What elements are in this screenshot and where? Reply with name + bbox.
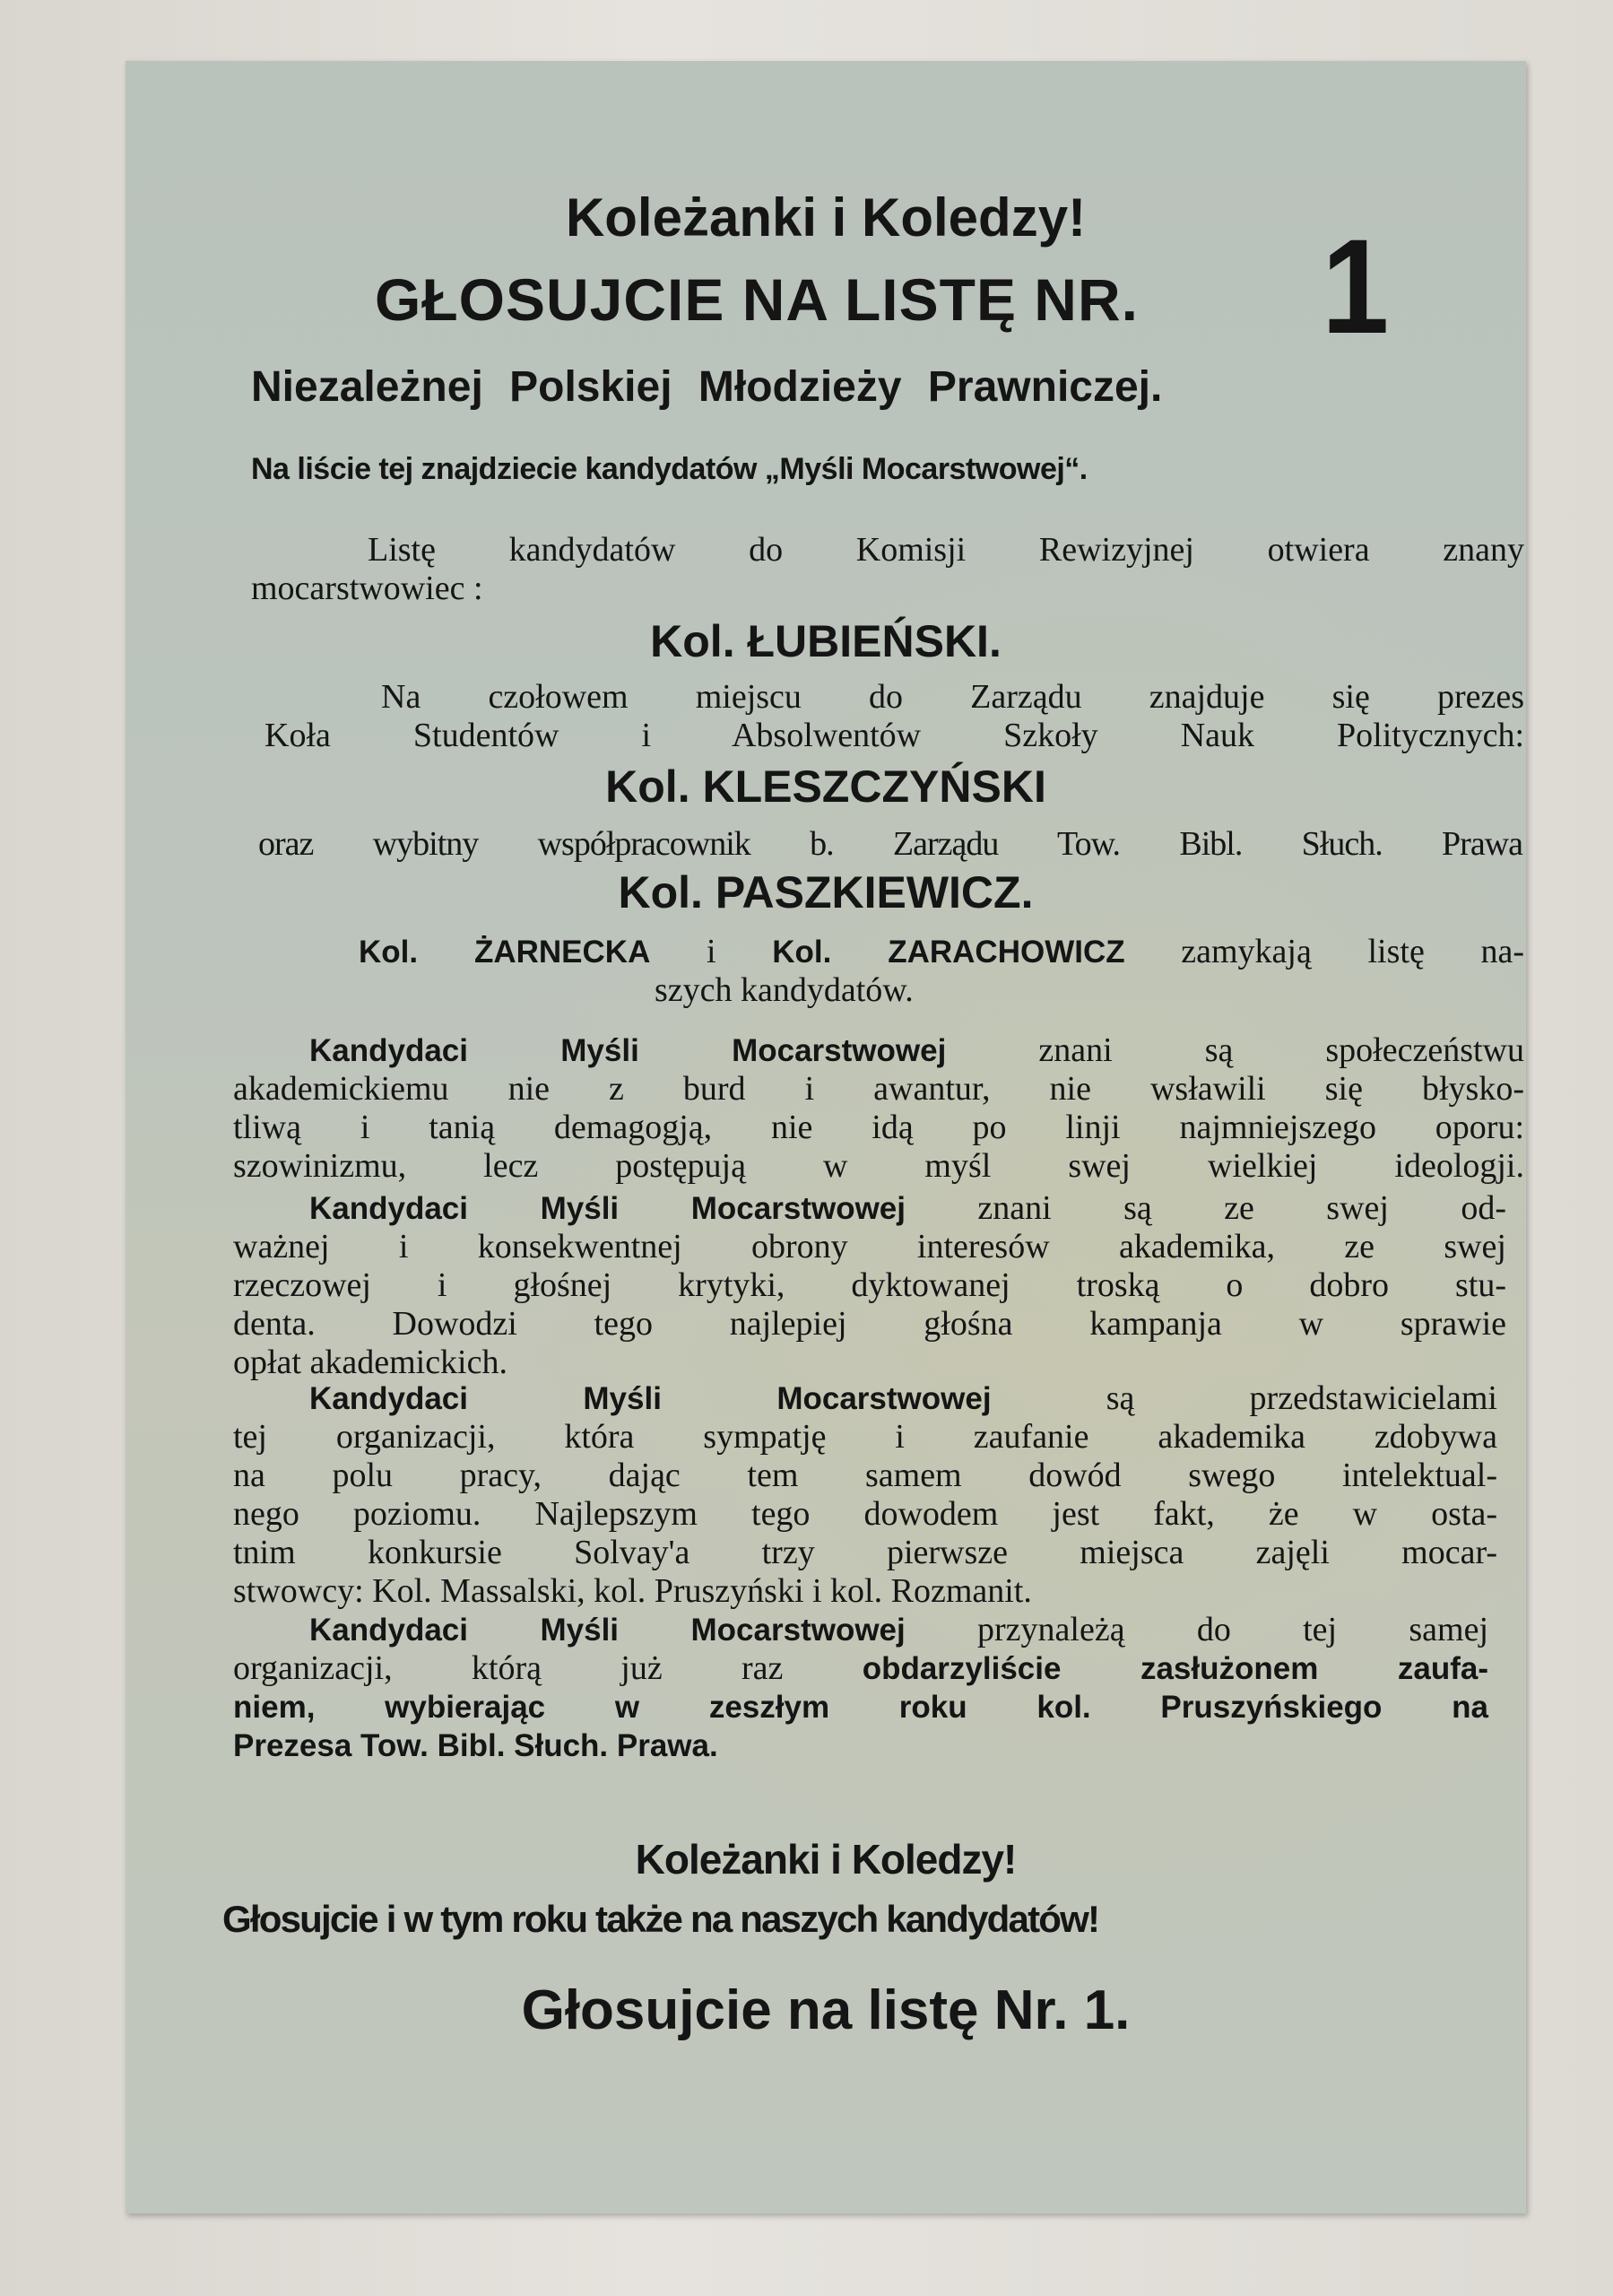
- candidate-paszkiewicz: Kol. PASZKIEWICZ.: [618, 867, 1034, 918]
- paragraph-4-line-4: [233, 1726, 1488, 1765]
- paragraph-3: [233, 1379, 1497, 1611]
- list-number: 1: [1322, 211, 1390, 361]
- closing-candidates-paragraph: [359, 933, 1524, 1010]
- paragraph-3-line-2: tej organizacji, która sympatję i zaufanie akademika zdobywa: [233, 1418, 1497, 1456]
- closing-candidates-line-1: [359, 933, 1524, 971]
- paragraph-3-line-6: stwowcy: Kol. Massalski, kol. Pruszyński i kol. Rozmanit.: [233, 1572, 1032, 1610]
- paragraph-2: [233, 1189, 1506, 1382]
- board-line-2: Koła Studentów i Absolwentów Szkoły Nauk Politycznych:: [264, 717, 1524, 754]
- paragraph-3-line-1: [233, 1379, 1497, 1418]
- paragraph-1-lead: Kandydaci Myśli Mocarstwowej: [309, 1033, 947, 1068]
- paragraph-4-line-2-bold: obdarzyliście zasłużonem zaufa-: [862, 1651, 1488, 1686]
- paragraph-1-line-1-text: znani są społeczeństwu: [1038, 1031, 1524, 1069]
- paragraph-2-line-4: denta. Dowodzi tego najlepiej głośna kampanja w sprawie: [233, 1305, 1506, 1343]
- paragraph-1-line-1: [233, 1031, 1524, 1070]
- paragraph-4-line-1: [233, 1611, 1488, 1649]
- collaborator-line: oraz wybitny współpracownik b. Zarządu Tow. Bibl. Słuch. Prawa: [258, 825, 1522, 863]
- paragraph-4-line-1-text: przynależą do tej samej: [977, 1611, 1488, 1648]
- paragraph-2-line-1-text: znani są ze swej od-: [977, 1189, 1506, 1227]
- header-greeting: Koleżanki i Koledzy!: [565, 187, 1087, 248]
- paragraph-4-line-4-bold: Prezesa Tow. Bibl. Słuch. Prawa.: [233, 1728, 718, 1763]
- footer-greeting: Koleżanki i Koledzy!: [635, 1836, 1017, 1883]
- paragraph-4: [233, 1611, 1488, 1765]
- leaflet-sheet: [126, 61, 1526, 2213]
- paragraph-3-line-3: na polu pracy, dając tem samem dowód swego intelektual-: [233, 1457, 1497, 1494]
- footer-closing: Głosujcie na listę Nr. 1.: [521, 1979, 1131, 2041]
- candidates-note: Na liście tej znajdziecie kandydatów „Myśli Mocarstwowej“.: [251, 452, 1088, 486]
- paragraph-3-line-4: nego poziomu. Najlepszym tego dowodem jest fakt, że w osta-: [233, 1495, 1497, 1533]
- conjunction: i: [707, 933, 716, 970]
- paragraph-4-lead: Kandydaci Myśli Mocarstwowej: [309, 1613, 906, 1648]
- organization-name: Niezależnej Polskiej Młodzieży Prawniczej.: [251, 363, 1163, 411]
- candidate-lubienski: Kol. ŁUBIEŃSKI.: [650, 616, 1002, 666]
- paragraph-3-lead: Kandydaci Myśli Mocarstwowej: [309, 1381, 992, 1416]
- paragraph-4-line-2: [233, 1649, 1488, 1688]
- paragraph-4-line-3-bold: niem, wybierając w zeszłym roku kol. Pruszyńskiego na: [233, 1690, 1488, 1725]
- candidate-kleszczynski: Kol. KLESZCZYŃSKI: [605, 761, 1046, 812]
- paragraph-4-line-3: [233, 1688, 1488, 1726]
- paragraph-3-line-1-text: są przedstawicielami: [1106, 1379, 1497, 1417]
- paragraph-1-line-3: tliwą i tanią demagogją, nie idą po linji najmniejszego oporu:: [233, 1109, 1524, 1146]
- paragraph-2-line-2: ważnej i konsekwentnej obrony interesów akademika, ze swej: [233, 1228, 1506, 1265]
- candidate-zarnecka: Kol. ŻARNECKA: [359, 935, 651, 970]
- collaborator-paragraph: [258, 825, 1522, 864]
- board-intro-paragraph: [264, 678, 1524, 755]
- closing-candidates-line-end: zamykają listę na-: [1181, 933, 1524, 970]
- intro-line-2: mocarstwowiec :: [251, 570, 483, 607]
- paragraph-4-line-2-start: organizacji, którą już raz: [233, 1649, 784, 1687]
- paragraph-1: [233, 1031, 1524, 1186]
- paragraph-2-line-3: rzeczowej i głośnej krytyki, dyktowanej troską o dobro stu-: [233, 1266, 1506, 1304]
- board-line-1: Na czołowem miejscu do Zarządu znajduje się prezes: [381, 678, 1524, 716]
- candidate-zarachowicz: Kol. ZARACHOWICZ: [772, 935, 1125, 970]
- paragraph-1-line-4: szowinizmu, lecz postępują w myśl swej wielkiej ideologji.: [233, 1147, 1524, 1185]
- header-vote-line: GŁOSUJCIE NA LISTĘ NR.: [375, 266, 1139, 333]
- paragraph-3-line-5: tnim konkursie Solvay'a trzy pierwsze miejsca zajęli mocar-: [233, 1534, 1497, 1571]
- paragraph-2-lead: Kandydaci Myśli Mocarstwowej: [309, 1191, 906, 1226]
- intro-line-1: Listę kandydatów do Komisji Rewizyjnej otwiera znany: [368, 531, 1524, 569]
- footer-appeal: Głosujcie i w tym roku także na naszych kandydatów!: [222, 1898, 1099, 1940]
- closing-candidates-line-2: szych kandydatów.: [655, 971, 914, 1009]
- paragraph-2-line-1: [233, 1189, 1506, 1228]
- intro-paragraph: [251, 531, 1524, 608]
- paragraph-2-line-5: opłat akademickich.: [233, 1344, 507, 1381]
- paragraph-1-line-2: akademickiemu nie z burd i awantur, nie wsławili się błysko-: [233, 1070, 1524, 1108]
